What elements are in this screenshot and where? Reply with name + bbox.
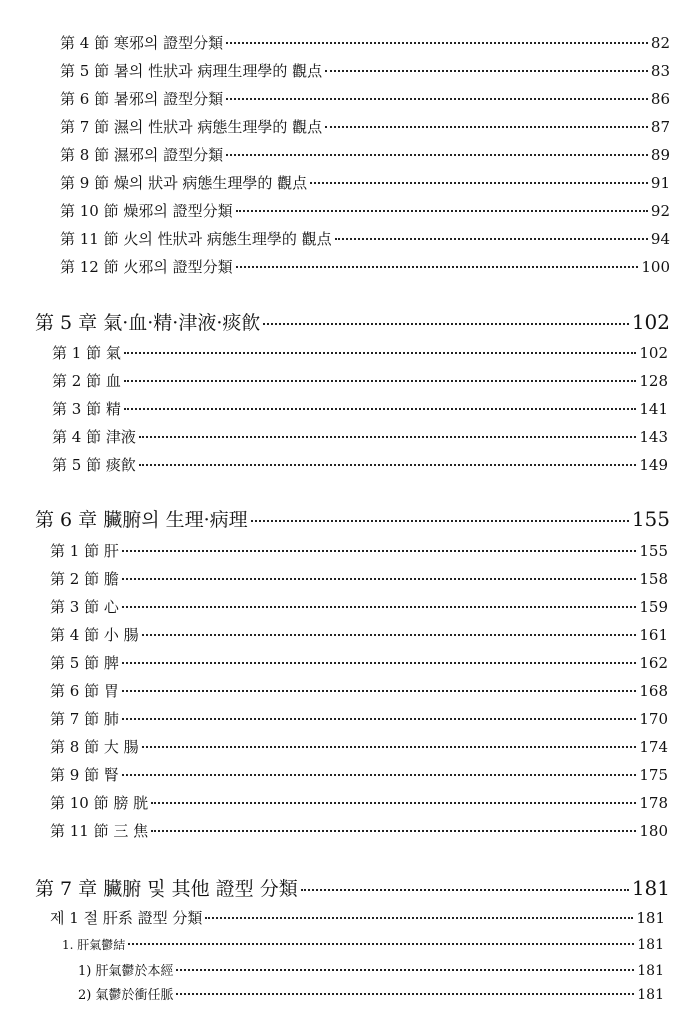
dot-leader bbox=[263, 323, 628, 325]
toc-entry-label: 第 4 節 小 腸 bbox=[50, 626, 139, 644]
toc-chapter-page: 155 bbox=[631, 507, 670, 531]
toc-entry-label: 1. 肝氣鬱結 bbox=[62, 938, 126, 952]
toc-entry-page: 158 bbox=[639, 570, 668, 588]
toc-entry-label: 第 2 節 血 bbox=[52, 372, 121, 390]
toc-entry-page: 149 bbox=[639, 456, 668, 474]
dot-leader bbox=[176, 993, 634, 995]
toc-entry-label: 第 11 節 火의 性狀과 病態生理學的 觀点 bbox=[60, 230, 332, 248]
toc-entry[interactable] bbox=[50, 540, 668, 561]
dot-leader bbox=[142, 634, 637, 636]
toc-entry[interactable] bbox=[62, 936, 664, 953]
toc-entry[interactable] bbox=[50, 792, 668, 813]
toc-entry-page: 141 bbox=[639, 400, 668, 418]
toc-chapter-label: 第 7 章 臟腑 및 其他 證型 分類 bbox=[35, 878, 298, 900]
toc-entry-page: 89 bbox=[650, 146, 670, 164]
toc-entry[interactable] bbox=[52, 454, 668, 475]
dot-leader bbox=[310, 182, 648, 184]
toc-entry-page: 159 bbox=[639, 598, 668, 616]
toc-entry-label: 第 9 節 腎 bbox=[50, 766, 119, 784]
toc-entry-label: 1) 肝氣鬱於本經 bbox=[78, 964, 174, 979]
toc-entry-label: 第 5 節 脾 bbox=[50, 654, 119, 672]
toc-chapter-label: 第 6 章 臟腑의 生理·病理 bbox=[35, 509, 248, 531]
toc-entry-label: 第 5 節 痰飮 bbox=[52, 456, 136, 474]
toc-entry[interactable] bbox=[78, 960, 664, 979]
toc-entry-page: 180 bbox=[639, 822, 668, 840]
toc-entry-label: 第 9 節 燥의 狀과 病態生理學的 觀点 bbox=[60, 174, 308, 192]
toc-entry[interactable] bbox=[60, 32, 670, 53]
toc-entry[interactable] bbox=[50, 820, 668, 841]
toc-entry[interactable] bbox=[60, 144, 670, 165]
toc-entry-page: 162 bbox=[639, 654, 668, 672]
toc-entry-page: 128 bbox=[639, 372, 668, 390]
dot-leader bbox=[251, 520, 629, 522]
dot-leader bbox=[124, 380, 637, 382]
dot-leader bbox=[139, 464, 637, 466]
dot-leader bbox=[122, 718, 637, 720]
dot-leader bbox=[226, 154, 648, 156]
toc-entry-page: 92 bbox=[650, 202, 670, 220]
toc-entry[interactable] bbox=[50, 736, 668, 757]
toc-entry-page: 175 bbox=[639, 766, 668, 784]
toc-entry[interactable] bbox=[50, 596, 668, 617]
toc-entry-page: 181 bbox=[637, 963, 664, 979]
toc-entry-label: 2) 氣鬱於衝任脈 bbox=[78, 988, 174, 1003]
toc-chapter-page: 102 bbox=[631, 310, 670, 334]
toc-entry-page: 87 bbox=[650, 118, 670, 136]
toc-entry[interactable] bbox=[78, 984, 664, 1003]
toc-entry[interactable] bbox=[50, 907, 665, 928]
toc-chapter-7[interactable] bbox=[35, 874, 670, 901]
toc-entry-page: 83 bbox=[650, 62, 670, 80]
dot-leader bbox=[124, 408, 637, 410]
toc-entry[interactable] bbox=[50, 568, 668, 589]
toc-entry[interactable] bbox=[50, 764, 668, 785]
toc-entry-page: 178 bbox=[639, 794, 668, 812]
toc-entry-page: 143 bbox=[639, 428, 668, 446]
dot-leader bbox=[335, 238, 648, 240]
toc-entry-page: 91 bbox=[650, 174, 670, 192]
dot-leader bbox=[122, 774, 637, 776]
toc-entry[interactable] bbox=[60, 256, 670, 277]
toc-entry-page: 102 bbox=[639, 344, 668, 362]
toc-entry[interactable] bbox=[60, 116, 670, 137]
toc-entry-label: 第 1 節 肝 bbox=[50, 542, 119, 560]
toc-chapter-label: 第 5 章 氣·血·精·津液·痰飮 bbox=[35, 312, 261, 334]
toc-entry-page: 94 bbox=[650, 230, 670, 248]
toc-entry-page: 82 bbox=[650, 34, 670, 52]
toc-entry[interactable] bbox=[60, 88, 670, 109]
toc-entry-label: 第 1 節 氣 bbox=[52, 344, 121, 362]
dot-leader bbox=[124, 352, 637, 354]
toc-entry-page: 181 bbox=[637, 987, 664, 1003]
toc-entry-label: 第 7 節 肺 bbox=[50, 710, 119, 728]
dot-leader bbox=[236, 266, 639, 268]
toc-entry-page: 181 bbox=[637, 937, 664, 953]
toc-entry-label: 第 8 節 濕邪의 證型分類 bbox=[60, 146, 224, 164]
toc-entry[interactable] bbox=[50, 680, 668, 701]
toc-entry-page: 86 bbox=[650, 90, 670, 108]
dot-leader bbox=[128, 943, 634, 945]
toc-entry-label: 第 3 節 心 bbox=[50, 598, 119, 616]
toc-entry[interactable] bbox=[60, 60, 670, 81]
dot-leader bbox=[151, 830, 636, 832]
toc-entry-page: 181 bbox=[636, 909, 665, 927]
toc-entry-label: 第 8 節 大 腸 bbox=[50, 738, 139, 756]
toc-entry[interactable] bbox=[52, 370, 668, 391]
toc-entry[interactable] bbox=[50, 652, 668, 673]
toc-entry[interactable] bbox=[60, 172, 670, 193]
toc-entry[interactable] bbox=[52, 426, 668, 447]
toc-chapter-page: 181 bbox=[631, 876, 670, 900]
toc-entry[interactable] bbox=[60, 228, 670, 249]
dot-leader bbox=[176, 969, 634, 971]
toc-entry-page: 155 bbox=[639, 542, 668, 560]
toc-entry-label: 第 10 節 燥邪의 證型分類 bbox=[60, 202, 233, 220]
toc-entry[interactable] bbox=[60, 200, 670, 221]
toc-entry[interactable] bbox=[50, 708, 668, 729]
dot-leader bbox=[139, 436, 637, 438]
toc-entry[interactable] bbox=[52, 342, 668, 363]
toc-entry-label: 第 6 節 胃 bbox=[50, 682, 119, 700]
dot-leader bbox=[325, 70, 648, 72]
dot-leader bbox=[226, 42, 648, 44]
toc-entry-page: 170 bbox=[639, 710, 668, 728]
toc-entry-label: 第 12 節 火邪의 證型分類 bbox=[60, 258, 233, 276]
toc-entry[interactable] bbox=[52, 398, 668, 419]
toc-chapter-5[interactable] bbox=[35, 308, 670, 335]
toc-entry-page: 100 bbox=[641, 258, 670, 276]
toc-entry-page: 174 bbox=[639, 738, 668, 756]
dot-leader bbox=[122, 578, 637, 580]
toc-entry-label: 第 7 節 濕의 性狀과 病態生理學的 觀点 bbox=[60, 118, 323, 136]
toc-chapter-6[interactable] bbox=[35, 505, 670, 532]
dot-leader bbox=[122, 606, 637, 608]
dot-leader bbox=[301, 889, 629, 891]
toc-entry-label: 제 1 절 肝系 證型 分類 bbox=[50, 909, 203, 927]
toc-entry-label: 第 3 節 精 bbox=[52, 400, 121, 418]
toc-entry-label: 第 5 節 暑의 性狀과 病理生理學的 觀点 bbox=[60, 62, 323, 80]
toc-entry-page: 161 bbox=[639, 626, 668, 644]
toc-entry-label: 第 6 節 暑邪의 證型分類 bbox=[60, 90, 224, 108]
dot-leader bbox=[142, 746, 637, 748]
dot-leader bbox=[236, 210, 648, 212]
dot-leader bbox=[226, 98, 648, 100]
toc-entry-label: 第 11 節 三 焦 bbox=[50, 822, 149, 840]
toc-entry-label: 第 4 節 寒邪의 證型分類 bbox=[60, 34, 224, 52]
toc-entry-page: 168 bbox=[639, 682, 668, 700]
dot-leader bbox=[205, 917, 633, 919]
toc-entry[interactable] bbox=[50, 624, 668, 645]
dot-leader bbox=[151, 802, 636, 804]
toc-entry-label: 第 4 節 津液 bbox=[52, 428, 136, 446]
dot-leader bbox=[122, 690, 637, 692]
dot-leader bbox=[122, 550, 637, 552]
dot-leader bbox=[325, 126, 648, 128]
dot-leader bbox=[122, 662, 637, 664]
toc-entry-label: 第 10 節 膀 胱 bbox=[50, 794, 149, 812]
toc-entry-label: 第 2 節 膽 bbox=[50, 570, 119, 588]
